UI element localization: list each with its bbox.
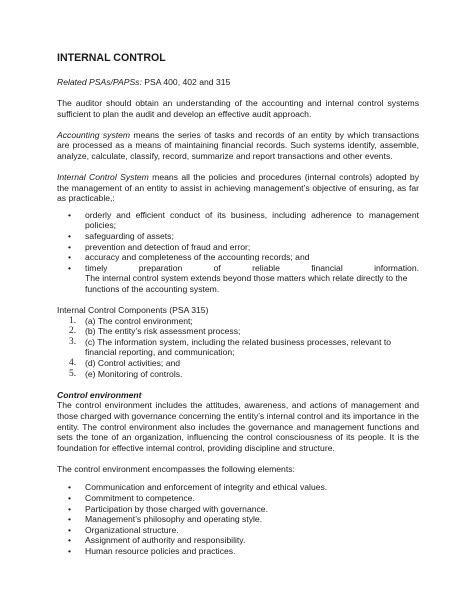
list-item: • Participation by those charged with governance. <box>85 504 419 515</box>
item-text: (d) Control activities; and <box>85 358 181 369</box>
list-item: • accuracy and completeness of the accounting records; and <box>85 252 419 263</box>
accounting-system-definition <box>57 130 419 162</box>
list-item <box>69 368 419 380</box>
related-value: PSA 400, 402 and 315 <box>141 77 231 87</box>
accounting-system-text: means the series of tasks and records of an entity by which transactions are processed as a means of maintaining financial records. Such systems identify, assemble, analyze, calculate, classify, record, summarize and report transactions and other events. <box>57 129 419 161</box>
intro-paragraph: The auditor should obtain an understanding of the accounting and internal control systems sufficient to plan the audit and develop an effective audit approach. <box>57 98 419 119</box>
list-item: • Communication and enforcement of integrity and ethical values. <box>85 482 419 493</box>
related-standards <box>57 77 419 88</box>
list-item: • safeguarding of assets; <box>85 231 419 242</box>
list-item <box>69 315 419 327</box>
page-title: INTERNAL CONTROL <box>57 52 166 64</box>
list-item: • Management’s philosophy and operating style. <box>85 514 419 525</box>
objectives-list <box>57 210 419 295</box>
internal-control-definition <box>57 172 419 204</box>
control-environment-elements <box>57 482 419 556</box>
list-item: • Organizational structure. <box>85 525 419 536</box>
accounting-system-term: Accounting system <box>57 129 131 140</box>
internal-control-text: means all the policies and procedures (internal controls) adopted by the management of an entity to assist in achieving management’s objective of ensuring, as far as practicable,: <box>57 172 419 204</box>
list-item: • Commitment to competence. <box>85 493 419 504</box>
item-number: 1. <box>69 315 77 326</box>
list-item: • Assignment of authority and responsibility. <box>85 535 419 546</box>
components-list <box>57 316 419 380</box>
list-item: • orderly and efficient conduct of its business, including adherence to management policies; <box>85 210 419 231</box>
objectives-note: The internal control system extends beyond those matters which relate directly to the functions of the accounting system. <box>85 273 408 294</box>
control-environment-intro: The control environment encompasses the following elements: <box>57 463 295 474</box>
list-item: • prevention and detection of fraud and error; <box>85 242 419 253</box>
item-number: 4. <box>69 358 77 369</box>
control-environment-heading: Control environment <box>57 389 142 400</box>
list-item <box>69 326 419 337</box>
list-item <box>69 336 419 358</box>
item-text: (a) The control environment; <box>85 315 193 326</box>
item-number: 3. <box>69 336 77 347</box>
item-number: 2. <box>69 326 77 337</box>
item-text: (c) The information system, including the related business processes, relevant to financial reporting, and communication; <box>85 336 392 358</box>
control-environment-paragraph: The control environment includes the attitudes, awareness, and actions of management and those charged with governance concerning the entity’s internal control and its importance in the entity. The control environment also includes the governance and management functions and sets the tone of an organization, influencing the control consciousness of its people. It is the foundation for effective internal control, providing discipline and structure. <box>57 400 419 453</box>
list-item: • Human resource policies and practices. <box>85 546 419 557</box>
list-item <box>69 358 419 369</box>
related-label: Related PSAs/PAPSs: <box>57 77 142 87</box>
item-text: (b) The entity’s risk assessment process; <box>85 326 241 337</box>
item-text: (e) Monitoring of controls. <box>85 368 183 379</box>
list-item: • timely preparation of reliable financial information. <box>85 263 419 274</box>
components-heading: Internal Control Components (PSA 315) <box>57 305 209 316</box>
item-number: 5. <box>69 368 77 379</box>
internal-control-term: Internal Control System <box>57 172 149 183</box>
